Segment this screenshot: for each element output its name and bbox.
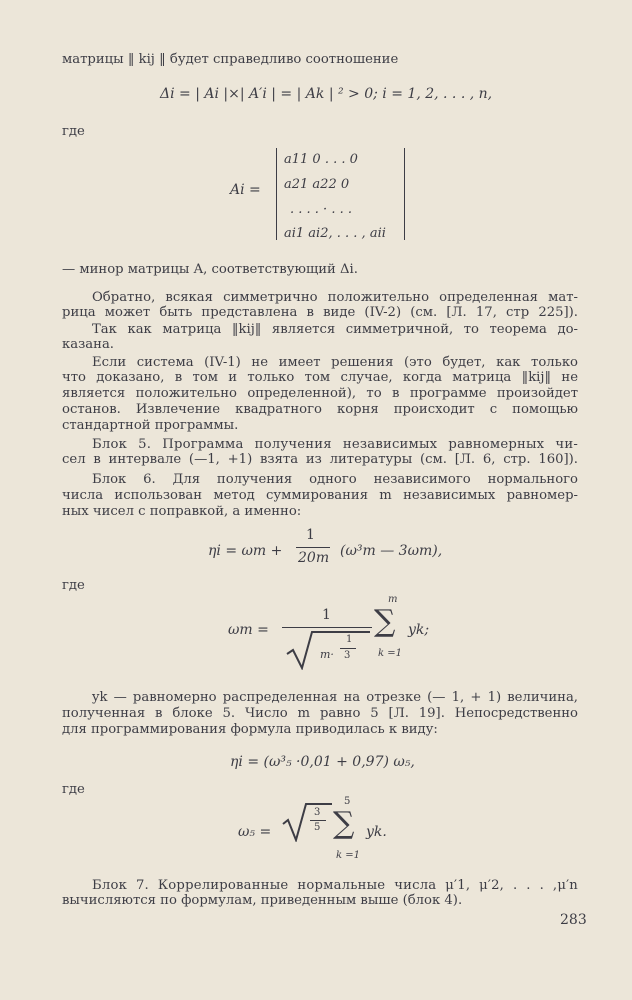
sqrt-sign [282, 802, 334, 842]
sum-term: yk; [408, 622, 430, 638]
inner-numerator: 1 [346, 634, 353, 645]
matrix-right-bar [404, 148, 405, 240]
matrix-left-bar [276, 148, 277, 240]
root-term: m· [320, 648, 334, 661]
sqrt-denominator: 5 [314, 822, 321, 833]
text-line: рица может быть представлена в виде (IV-2) (см. [Л. 17, стр 225]). [62, 305, 578, 320]
text-line: числа использован метод суммирования m независимых равномер- [62, 488, 578, 503]
sum-term: yk. [366, 824, 387, 840]
matrix-row: a11 0 . . . 0 [284, 152, 358, 167]
fraction-denominator: 20m [298, 550, 330, 566]
matrix-row: ai1 ai2, . . . , aii [284, 226, 386, 241]
equation-omega: ωm = [228, 622, 269, 638]
equation-eta: ηi = ωm + [208, 543, 283, 559]
fraction-numerator: 1 [306, 527, 315, 543]
text-line: Блок 6. Для получения одного независимого нормального [92, 472, 578, 487]
text-line: Если система (IV-1) не имеет решения (это будет, как только [92, 355, 578, 370]
text-line: Блок 5. Программа получения независимых равномерных чи- [92, 437, 578, 452]
text-line: вычисляются по формулам, приведенным выше (блок 4). [62, 893, 463, 908]
matrix-label: Ai = [230, 182, 261, 198]
text-line: что доказано, в том и только том случае, когда матрица ‖kij‖ не [62, 370, 578, 385]
text-line: Блок 7. Коррелированные нормальные числа μ′1, μ′2, . . . ,μ′n [92, 878, 578, 893]
text-line: является положительно определенной), то в программе произойдет [62, 386, 578, 401]
text-where: где [62, 578, 85, 593]
sum-lower-limit: k =1 [378, 648, 402, 659]
text-line: казана. [62, 337, 115, 352]
text-line: останов. Извлечение квадратного корня происходит с помощью [62, 402, 578, 417]
text-line: матрицы ‖ kij ‖ будет справедливо соотношение [62, 52, 399, 67]
text-line: Так как матрица ‖kij‖ является симметричной, то теорема до- [92, 322, 578, 337]
text-line: ных чисел с поправкой, а именно: [62, 504, 302, 519]
sum-sign: ∑ [333, 806, 355, 841]
sum-lower-limit: k =1 [336, 850, 360, 861]
equation-eta-right: (ω³m — 3ωm), [340, 543, 443, 559]
text-line: yk — равномерно распределенная на отрезке (— 1, + 1) величина, [92, 690, 578, 705]
sum-sign: ∑ [374, 604, 396, 639]
sum-upper-limit: 5 [344, 796, 351, 807]
text-where: где [62, 124, 85, 139]
text-line: стандартной программы. [62, 418, 239, 433]
equation-omega5: ω₅ = [238, 824, 272, 840]
equation-eta-numeric: ηi = (ω³₅ ·0,01 + 0,97) ω₅, [230, 754, 415, 770]
fraction-bar [296, 547, 330, 548]
sum-upper-limit: m [388, 594, 398, 605]
inner-fraction-bar [310, 820, 326, 821]
matrix-row: a21 a22 0 [284, 177, 350, 192]
equation-delta: Δi = | Ai |×| A′i | = | Ak | ² > 0; i = 1, 2, . . . , n, [160, 86, 493, 102]
text-line: сел в интервале (—1, +1) взята из литературы (см. [Л. 6, стр. 160]). [62, 452, 578, 467]
text-line: — минор матрицы A, соответствующий Δi. [62, 262, 358, 277]
sqrt-numerator: 3 [314, 807, 321, 818]
text-line: для программирования формула приводилась к виду: [62, 722, 438, 737]
text-line: полученная в блоке 5. Число m равно 5 [Л. 19]. Непосредственно [62, 706, 578, 721]
fraction-numerator: 1 [322, 607, 331, 623]
page-number: 283 [560, 912, 587, 928]
fraction-bar [282, 627, 372, 628]
matrix-row: . . . . · . . . [290, 202, 352, 217]
inner-fraction-bar [340, 648, 356, 649]
text-where: где [62, 782, 85, 797]
text-line: Обратно, всякая симметрично положительно определенная мат- [92, 290, 578, 305]
inner-denominator: 3 [344, 650, 351, 661]
